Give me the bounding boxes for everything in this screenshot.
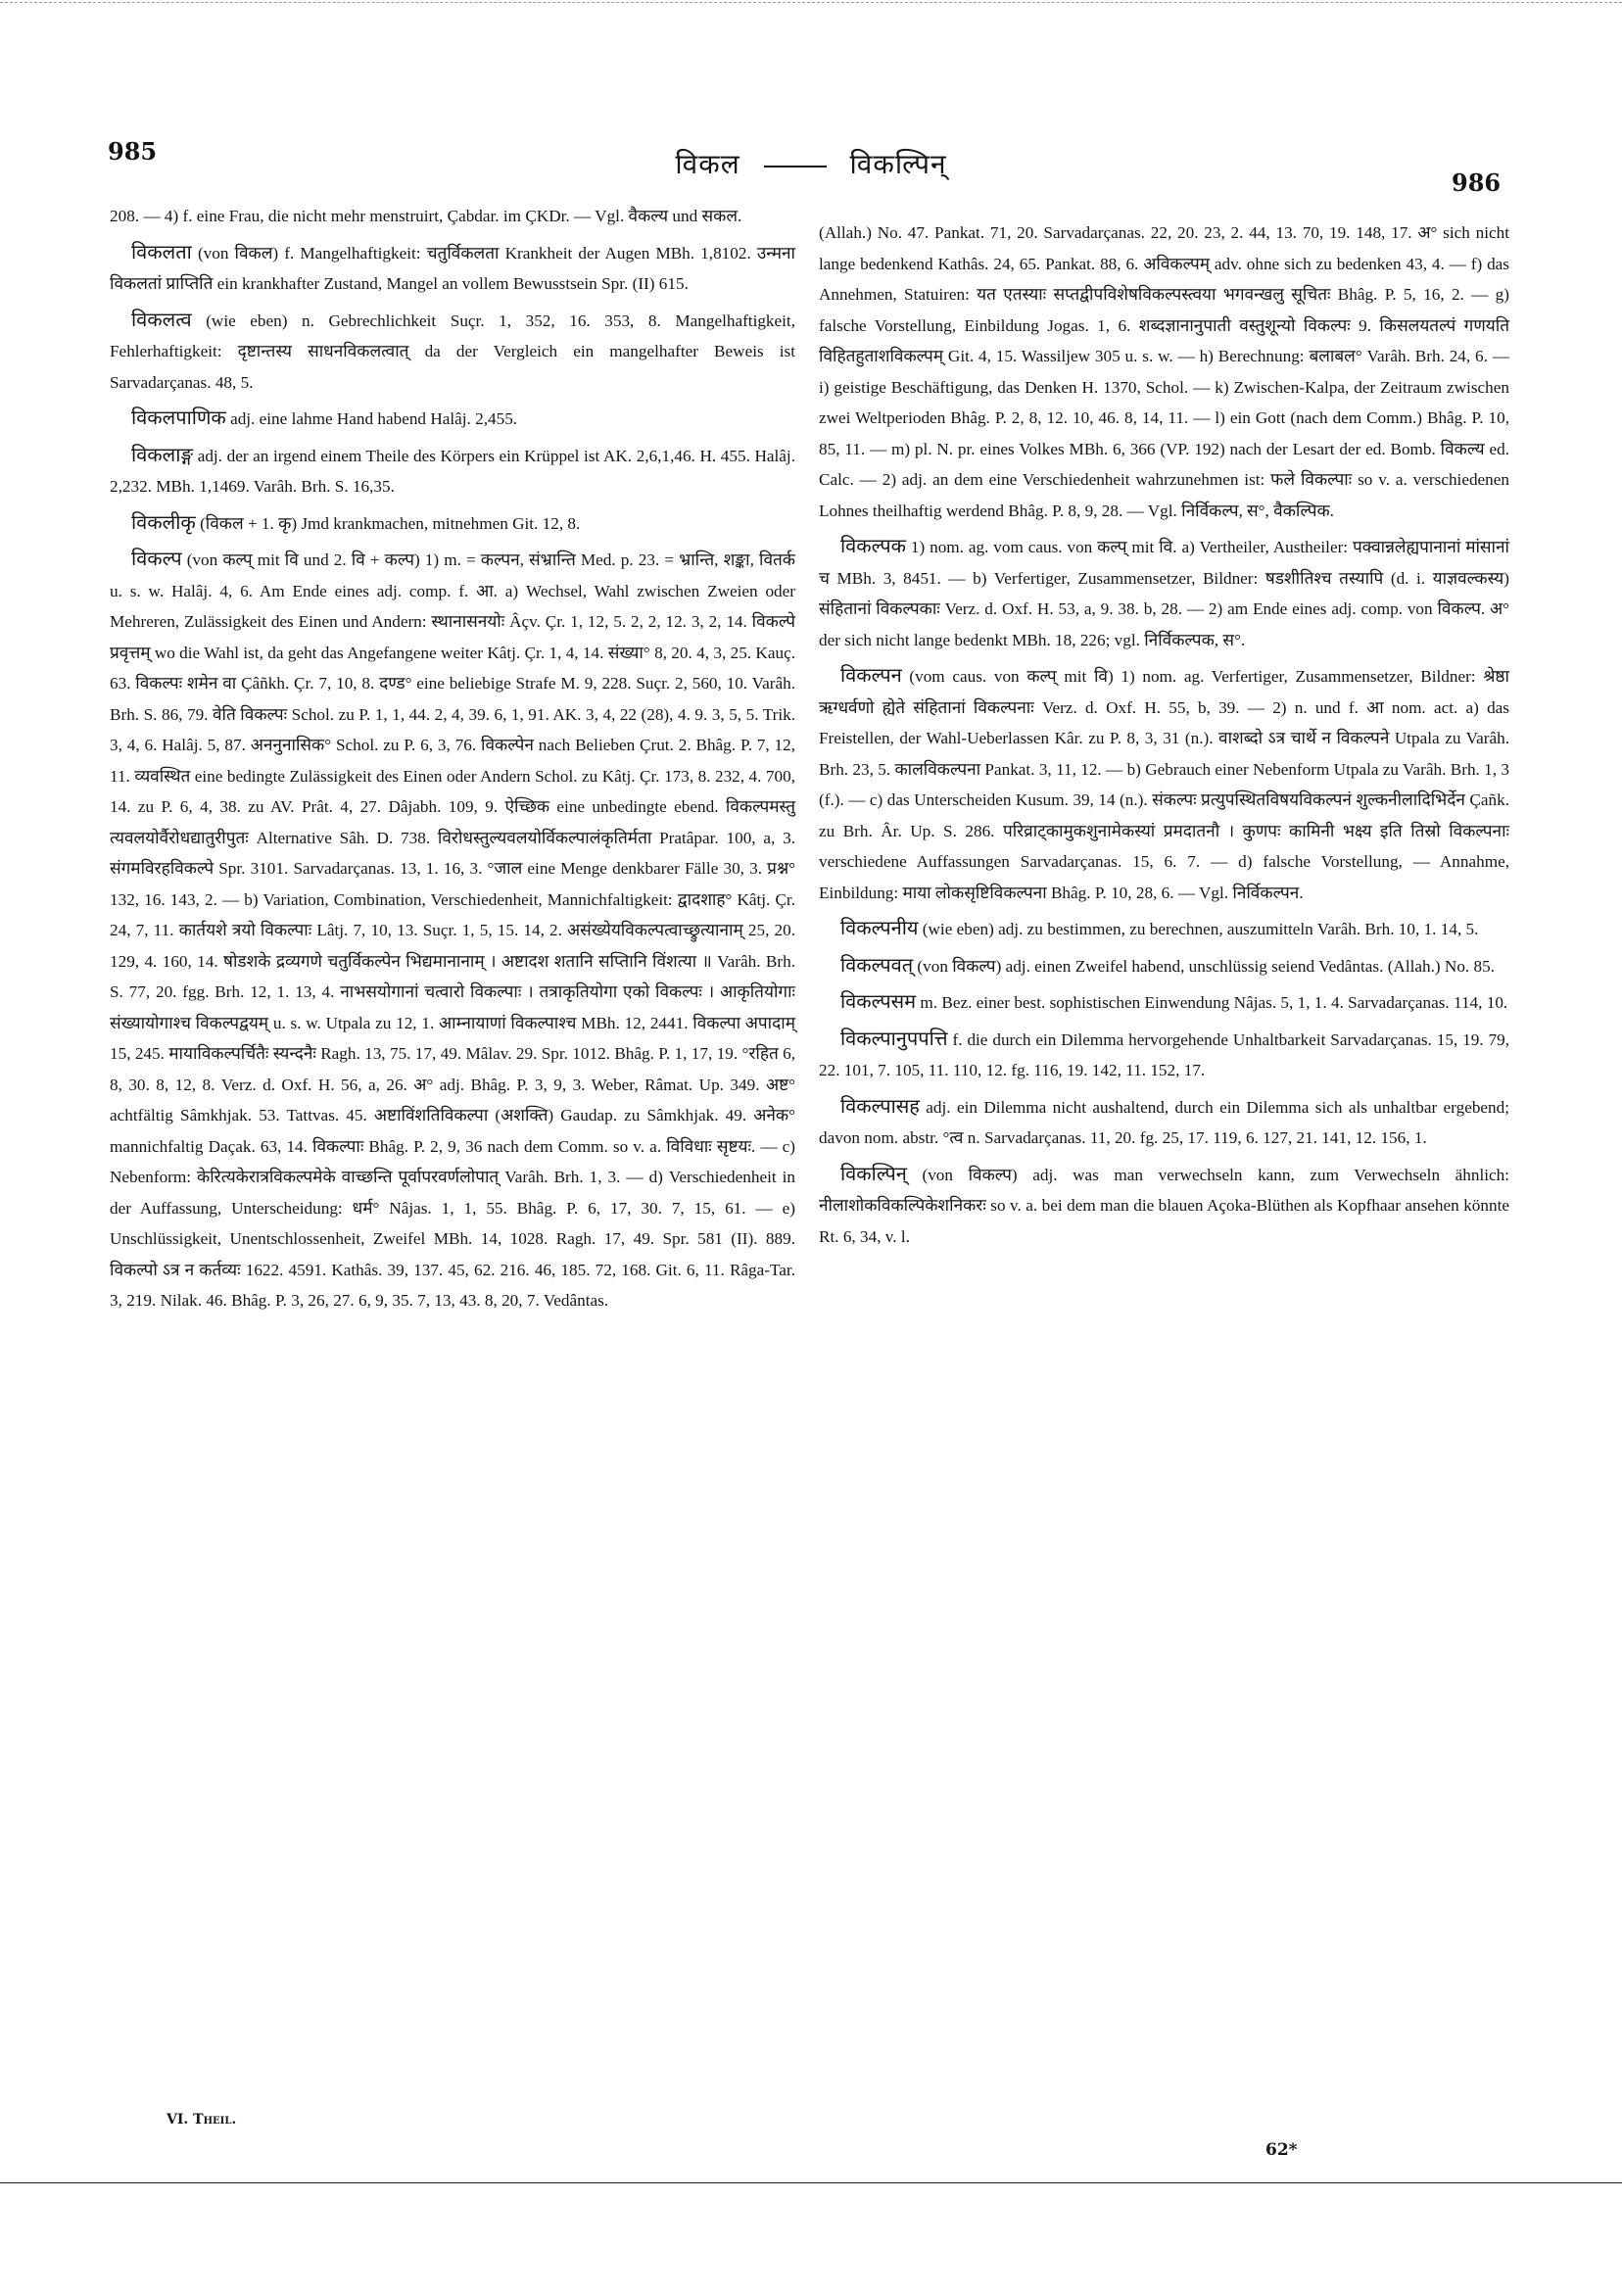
dictionary-entry — [110, 508, 795, 540]
entry-body: (vom caus. von कल्प् mit वि) 1) nom. ag. Verfertiger, Zusammensetzer, Bildner: श्रेष्ठा ऋग्धर्वणो ह्येते संहितानां विकल्पनाः Verz. d. Oxf. H. 55, b, 39. — 2) n. und f. आ nom. act. a) das Freistellen, der Wahl-Ueberlassen Kâr. zu P. 8, 3, 31 (n.). वाशब्दो ऽत्र चार्थे न विकल्पने Utpala zu Varâh. Brh. 23, 5. कालविकल्पना Pankat. 3, 11, 12. — b) Gebrauch einer Nebenform Utpala zu Varâh. Brh. 1, 3 (f.). — c) das Unterscheiden Kusum. 39, 14 (n.). संकल्पः प्रत्युपस्थितविषयविकल्पनं शुल्कनीलादिभिर्देन Çañk. zu Brh. Âr. Up. S. 286. परिव्राट्कामुकशुनामेकस्यां प्रमदातनौ । कुणपः कामिनी भक्ष्य इति तिस्रो विकल्पनाः verschiedene Auffassungen Sarvadarçanas. 15, 6. 7. — d) falsche Vorstellung, — Annahme, Einbildung: माया लोकसृष्टिविकल्पना Bhâg. P. 10, 28, 6. — Vgl. निर्विकल्पन. — [819, 667, 1509, 902]
dictionary-entry — [110, 441, 795, 502]
running-head-dash — [764, 166, 827, 167]
entry-headword: विकलपाणिक — [131, 407, 226, 429]
entry-headword: विकल्पवत् — [840, 954, 914, 977]
signature-mark: 62* — [1265, 2140, 1298, 2160]
entry-body: (विकल + 1. कृ) Jmd krankmachen, mitnehmen Git. 12, 8. — [200, 513, 581, 533]
entry-headword: विकलता — [131, 241, 192, 263]
entry-headword: विकलाङ्ग — [131, 444, 194, 466]
entry-headword: विकल्पासह — [840, 1095, 920, 1118]
entry-headword: विकल्पक — [840, 536, 906, 557]
right-page-number: 986 — [1452, 168, 1502, 197]
entry-body: (wie eben) adj. zu bestimmen, zu berechnen, auszumitteln Varâh. Brh. 10, 1. 14, 5. — [922, 920, 1479, 938]
running-head — [0, 145, 1622, 182]
dictionary-entry — [110, 404, 795, 435]
entry-headword: विकल्पिन् — [840, 1163, 907, 1185]
entry-body: (wie eben) n. Gebrechlichkeit Suçr. 1, 352, 16. 353, 8. Mangelhaftigkeit, Fehlerhaftigkeit: दृष्टान्तस्य साधनविकलत्वात् da der Vergleich ein mangelhafter Beweis ist Sarvadarçanas. 48, 5. — [110, 311, 796, 392]
dictionary-entry — [819, 1092, 1509, 1154]
dictionary-entry — [819, 217, 1509, 526]
dictionary-entry — [819, 951, 1509, 982]
volume-label: VI. Theil. — [167, 2112, 237, 2128]
entry-body: 208. — 4) f. eine Frau, die nicht mehr menstruirt, Çabdar. im ÇKDr. — Vgl. वैकल्य und सकल. — [110, 207, 742, 225]
entry-headword: विकल्पन — [840, 665, 902, 687]
entry-body: adj. der an irgend einem Theile des Körpers ein Krüppel ist AK. 2,6,1,46. H. 455. Halâj. 2,232. MBh. 1,1469. Varâh. Brh. S. 16,35. — [110, 446, 795, 496]
dictionary-entry — [819, 661, 1509, 908]
scan-top-edge — [0, 2, 1622, 3]
entry-body: 1) nom. ag. vom caus. von कल्प् mit वि. a) Vertheiler, Austheiler: पक्वान्नलेह्यपानानां मांसानां च MBh. 3, 8451. — b) Verfertiger, Zusammensetzer, Bildner: षडशीतिश्च तस्यापि (d. i. याज्ञवल्कस्य) संहितानां विकल्पकाः Verz. d. Oxf. H. 53, a, 9. 38. b, 28. — 2) am Ende eines adj. comp. von विकल्प. अ° der sich nicht lange bedenkt MBh. 18, 226; vgl. निर्विकल्पक, स°. — [819, 538, 1509, 649]
entry-body: m. Bez. einer best. sophistischen Einwendung Nâjas. 5, 1, 1. 4. Sarvadarçanas. 114, 10. — [920, 993, 1508, 1012]
entry-body: (von कल्प् mit वि und 2. वि + कल्प) 1) m. = कल्पन, संभ्रान्ति Med. p. 23. = भ्रान्ति, शङ्का, वितर्क u. s. w. Halâj. 4, 6. Am Ende eines adj. comp. f. आ. a) Wechsel, Wahl zwischen Zweien oder Mehreren, Zulässigkeit des Einen und Andern: स्थानासनयोः Âçv. Çr. 1, 12, 5. 2, 2, 12. 3, 2, 14. विकल्पे प्रवृत्तम् wo die Wahl ist, da geht das Angefangene weiter Kâtj. Çr. 1, 4, 14. संख्या° 8, 20. 4, 3, 25. Kauç. 63. विकल्पः शमेन वा Çâñkh. Çr. 7, 10, 8. दण्ड° eine beliebige Strafe M. 9, 228. Suçr. 2, 560, 10. Varâh. Brh. S. 86, 79. वेति विकल्पः Schol. zu P. 1, 1, 44. 2, 4, 39. 6, 1, 91. AK. 3, 4, 22 (28), 4. 9. 3, 5, 5. Trik. 3, 4, 6. Halâj. 5, 87. अननुनासिक° Schol. zu P. 6, 3, 76. विकल्पेन nach Belieben Çrut. 2. Bhâg. P. 7, 12, 11. व्यवस्थित eine bedingte Zulässigkeit des Einen oder Andern Schol. zu Kâtj. Çr. 173, 8. 232, 4. 700, 14. zu P. 6, 4, 38. zu AV. Prât. 4, 27. Dâjabh. 109, 9. ऐच्छिक eine unbedingte ebend. विकल्पमस्तु त्यवलयोर्वैरोधद्यातुरीपुतः Alternative Sâh. D. 738. विरोधस्तुल्यवलयोर्विकल्पालंकृतिर्मता Pratâpar. 100, a, 3. संगमविरहविकल्पे Spr. 3101. Sarvadarçanas. 13, 1. 16, 3. °जाल eine Menge denkbarer Fälle 30, 3. प्रश्न° 132, 16. 143, 2. — b) Variation, Combination, Verschiedenheit, Mannichfaltigkeit: द्वादशाह° Kâtj. Çr. 24, 7, 11. कार्तयशे त्रयो विकल्पाः Lâtj. 7, 10, 13. Suçr. 1, 5, 15. 14, 2. असंख्येयविकल्पत्वाच्छ्रुत्यानाम् 25, 20. 129, 4. 160, 14. षोडशके द्रव्यगणे चतुर्विकल्पेन भिद्यमानानाम् । अष्टादश शतानि सप्तिानि विंशत्या ॥ Varâh. Brh. S. 77, 20. fgg. Brh. 12, 1. 13, 4. नाभसयोगानां चत्वारो विकल्पाः । तत्राकृतियोगा एको विकल्पः । आकृतियोगाः संख्यायोगाश्च विकल्पद्वयम् u. s. w. Utpala zu 12, 1. आम्नायाणां विकल्पाश्च MBh. 12, 2441. विकल्पा अपादाम् 15, 245. मायाविकल्पर्चितैः स्यन्दनैः Ragh. 13, 75. 17, 49. Mâlav. 29. Spr. 1012. Bhâg. P. 1, 17, 19. °रहित 6, 8, 30. 8, 12, 8. Verz. d. Oxf. H. 56, a, 26. अ° adj. Bhâg. P. 3, 9, 3. Weber, Râmat. Up. 349. अष्ट° achtfältig Sâmkhjak. 53. Tattvas. 45. अष्टाविंशतिविकल्पा (अशक्ति) Gaudap. zu Sâmkhjak. 49. अनेक° mannichfaltig Daçak. 63, 14. विकल्पाः Bhâg. P. 2, 9, 36 nach dem Comm. so v. a. विविधाः सृष्टयः. — c) Nebenform: केरित्यकेरात्रविकल्पमेके वाच्छन्ति पूर्वापरवर्णलोपात् Varâh. Brh. 1, 3. — d) Verschiedenheit in der Auffassung, Unterscheidung: धर्म° Nâjas. 1, 1, 55. Bhâg. P. 6, 17, 30. 7, 15, 61. — e) Unschlüssigkeit, Unentschlossenheit, Zweifel MBh. 14, 1028. Ragh. 17, 49. Spr. 581 (II). 889. विकल्पो ऽत्र न कर्तव्यः 1622. 4591. Kathâs. 39, 137. 45, 62. 216. 46, 185. 72, 168. Git. 6, 11. Râga-Tar. 3, 219. Nilak. 46. Bhâg. P. 3, 26, 27. 6, 9, 35. 7, 13, 43. 8, 20, 7. Vedântas. — [110, 550, 796, 1310]
running-head-right: विकल्पिन् — [849, 148, 947, 180]
entry-body: (Allah.) No. 47. Pankat. 71, 20. Sarvadarçanas. 22, 20. 23, 2. 44, 13. 70, 19. 148, 17. अ° sich nicht lange bedenkend Kathâs. 24, 65. Pankat. 88, 6. अविकल्पम् adv. ohne sich zu bedenken 43, 4. — f) das Annehmen, Statuiren: यत एतस्याः सप्तद्वीपविशेषविकल्पस्त्वया भगवन्खलु सूचितः Bhâg. P. 5, 16, 2. — g) falsche Vorstellung, Einbildung Jogas. 1, 6. शब्दज्ञानानुपाती वस्तुशून्यो विकल्पः 9. किसलयतल्पं गणयति विहितहुताशविकल्पम् Git. 4, 15. Wassiljew 305 u. s. w. — h) Berechnung: बलाबल° Varâh. Brh. 24, 6. — i) geistige Beschäftigung, das Denken H. 1370, Schol. — k) Zwischen-Kalpa, der Zeitraum zwischen zwei Weltperioden Bhâg. P. 2, 8, 12. 10, 46. 8, 14, 11. — l) ein Gott (nach dem Comm.) Bhâg. P. 10, 85, 11. — m) pl. N. pr. eines Volkes MBh. 6, 366 (VP. 192) nach der Lesart der ed. Bomb. विकल्य ed. Calc. — 2) adj. an dem eine Verschiedenheit wahrzunehmen ist: फले विकल्पाः so v. a. verschiedenen Lohnes theilhaftig werdend Bhâg. P. 8, 9, 28. — Vgl. निर्विकल्प, स°, वैकल्पिक. — [819, 223, 1509, 520]
right-column — [819, 217, 1509, 1258]
entry-body: adj. eine lahme Hand habend Halâj. 2,455. — [230, 409, 518, 428]
dictionary-entry — [110, 306, 795, 399]
dictionary-entry — [110, 201, 795, 232]
dictionary-entry — [819, 987, 1509, 1019]
entry-headword: विकलीकृ — [131, 511, 196, 534]
entry-headword: विकल्पनीय — [840, 918, 919, 939]
entry-headword: विकल्पानुपपत्ति — [840, 1028, 948, 1050]
left-column — [110, 201, 795, 1322]
entry-body: (von विकल्प) adj. was man verwechseln kann, zum Verwechseln ähnlich: नीलाशोकविकल्पिकेशनिकरः so v. a. bei dem man die blauen Açoka-Blüthen als Kopfhaar ansehen könnte Rt. 6, 34, v. l. — [819, 1165, 1509, 1246]
dictionary-entry — [110, 545, 795, 1316]
entry-body: f. die durch ein Dilemma hervorgehende Unhaltbarkeit Sarvadarçanas. 15, 19. 79, 22. 101, 7. 105, 11. 110, 12. fg. 116, 19. 142, 11. 152, 17. — [819, 1029, 1509, 1079]
scan-bottom-edge — [0, 2182, 1622, 2183]
dictionary-entry — [819, 1025, 1509, 1086]
entry-headword: विकल्प — [131, 549, 182, 570]
dictionary-entry — [110, 238, 795, 300]
entry-headword: विकलत्व — [131, 309, 192, 331]
entry-body: (von विकल) f. Mangelhaftigkeit: चतुर्विकलता Krankheit der Augen MBh. 1,8102. उन्मना विकलतां प्राप्तिति ein krankhafter Zustand, Mangel an vollem Bewusstsein Spr. (II) 615. — [110, 243, 796, 293]
entry-headword: विकल्पसम — [840, 991, 917, 1013]
left-page-number: 985 — [108, 137, 158, 166]
dictionary-entry — [819, 1160, 1509, 1253]
entry-body: adj. ein Dilemma nicht aushaltend, durch ein Dilemma sich als unhaltbar ergebend; davon nom. abstr. °त्व n. Sarvadarçanas. 11, 20. fg. 25, 17. 119, 6. 127, 21. 141, 12. 156, 1. — [819, 1097, 1510, 1147]
dictionary-entry — [819, 532, 1509, 655]
running-head-left: विकल — [675, 148, 740, 180]
entry-body: (von विकल्प) adj. einen Zweifel habend, unschlüssig seiend Vedântas. (Allah.) No. 85. — [917, 956, 1496, 976]
dictionary-entry — [819, 914, 1509, 945]
